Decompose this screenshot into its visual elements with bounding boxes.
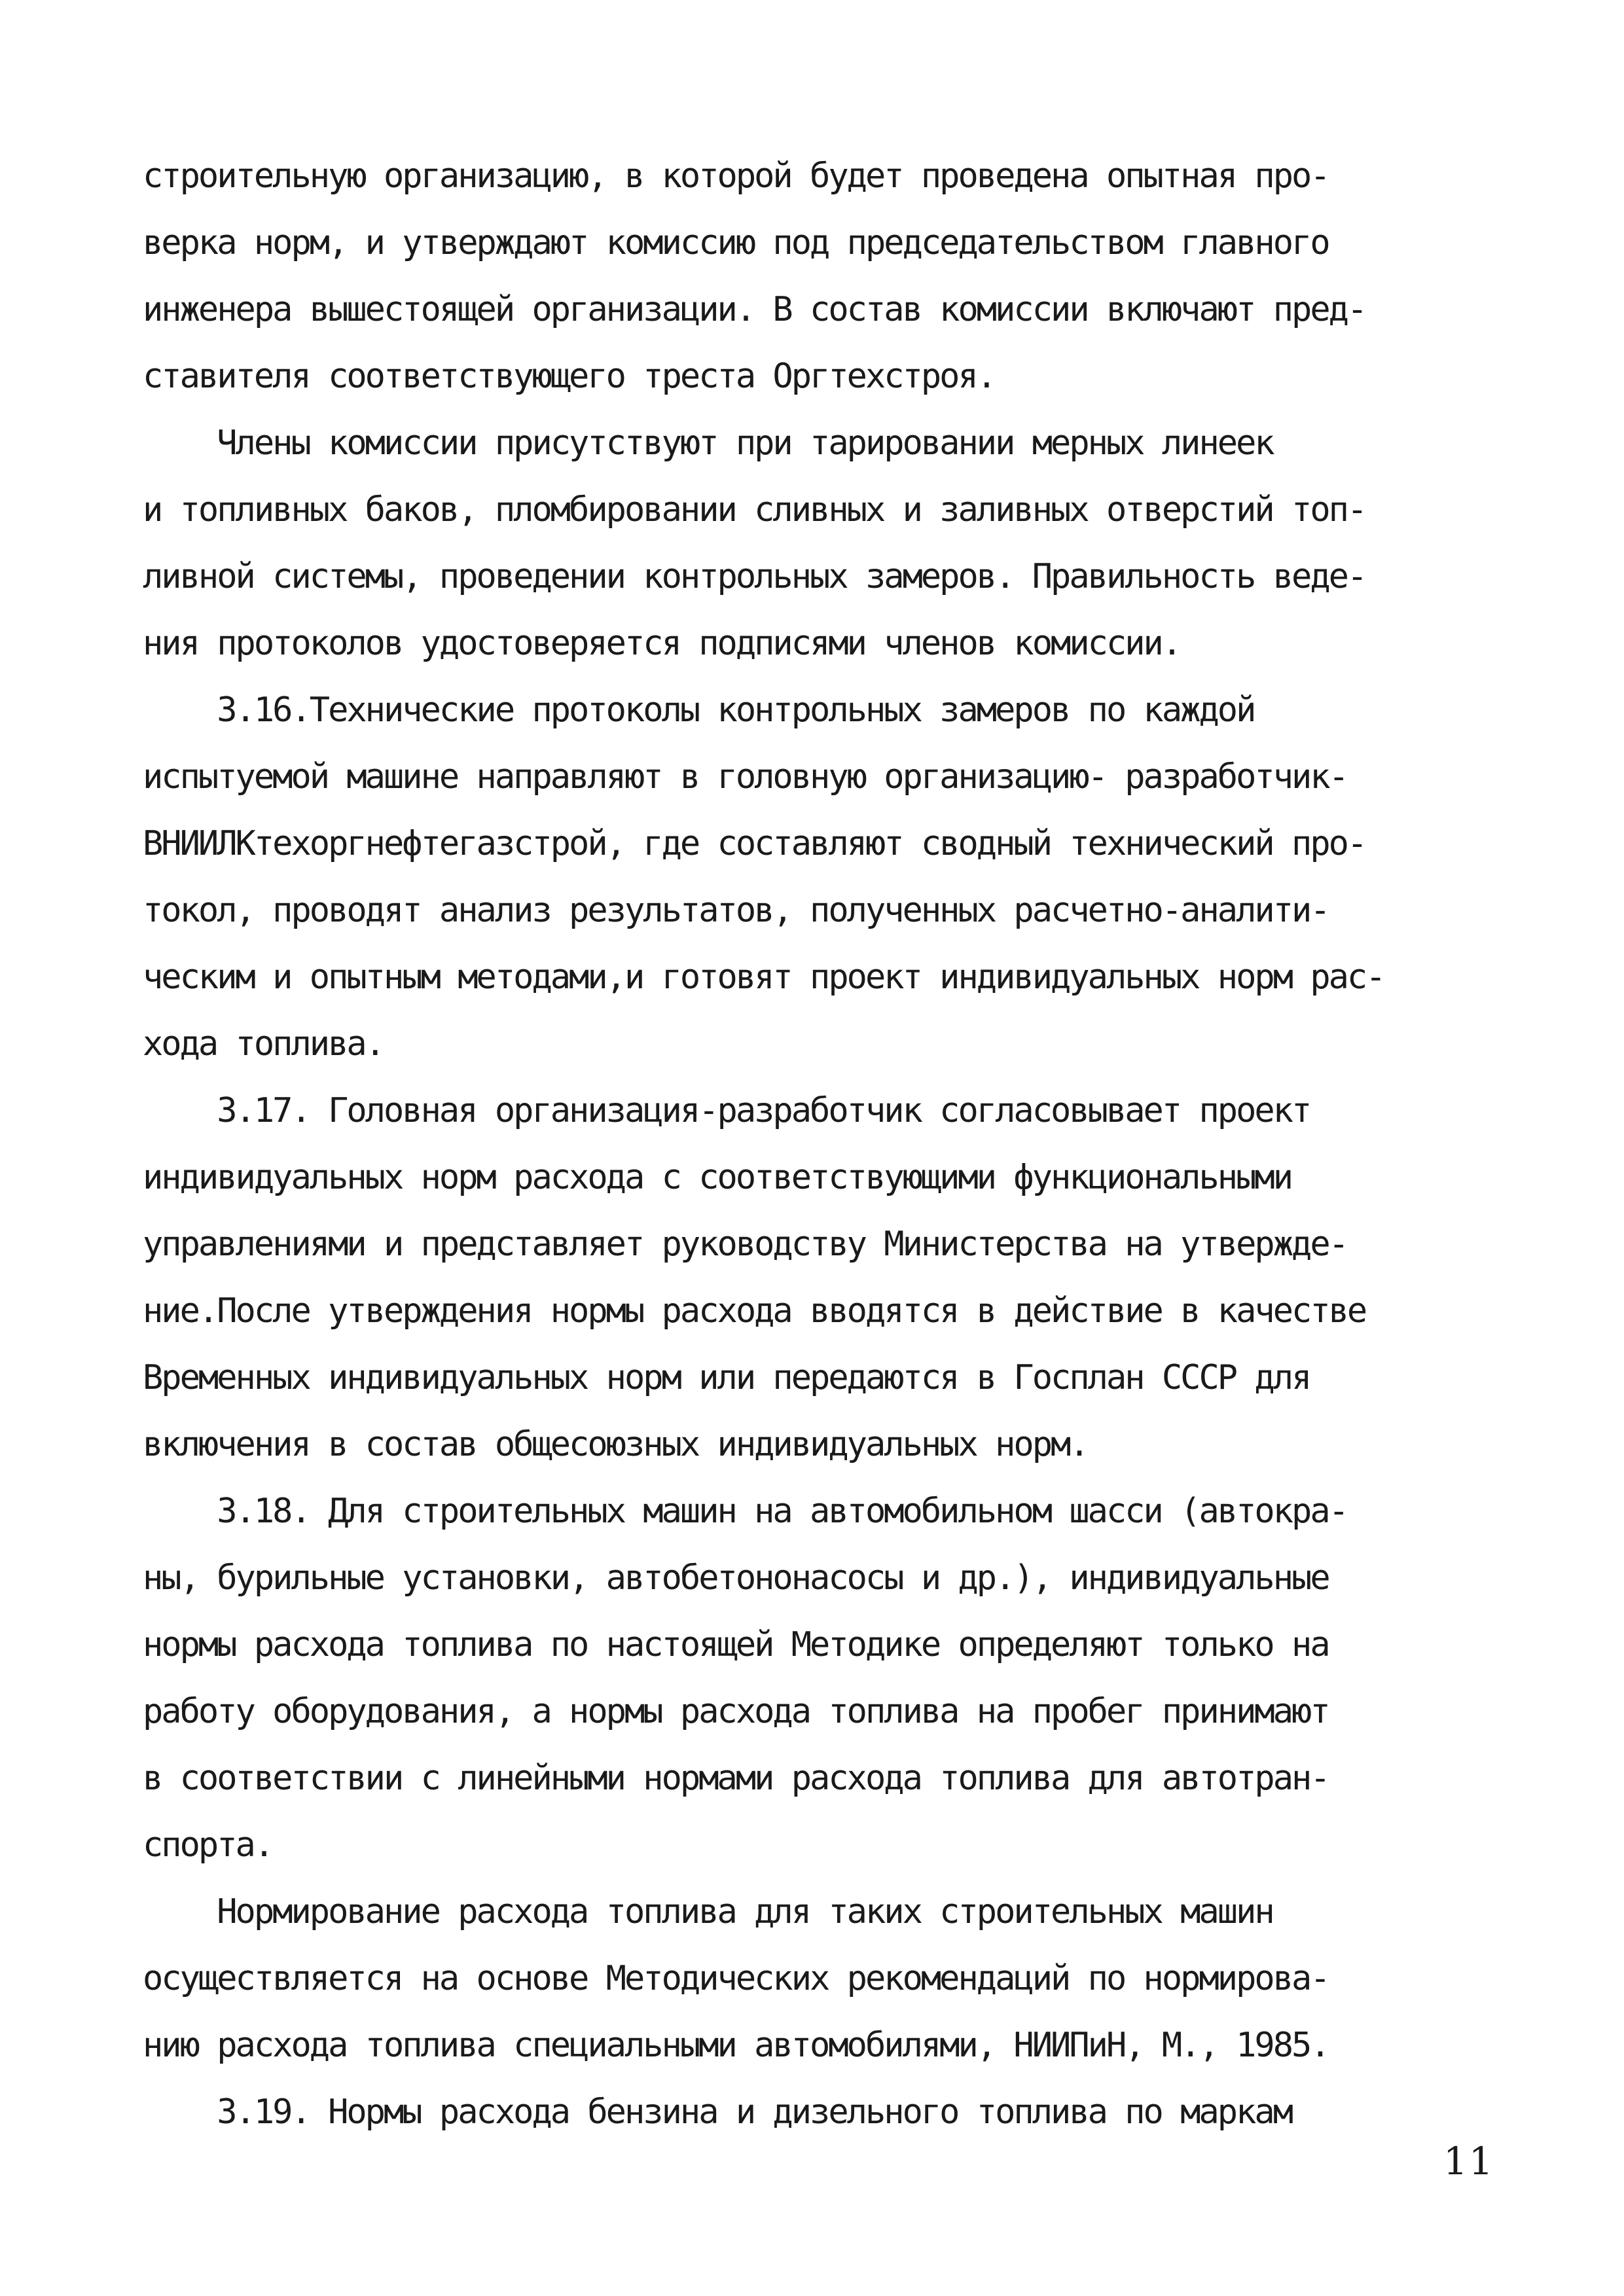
text-line: ние.После утверждения нормы расхода вводятся в действие в качестве (143, 1291, 1366, 1331)
text-line: инженера вышестоящей организации. В состав комиссии включают пред- (143, 290, 1366, 329)
text-line: 3.18. Для строительных машин на автомобильном шасси (автокра- (143, 1492, 1347, 1531)
text-line: ны, бурильные установки, автобетононасосы и др.), индивидуальные (143, 1558, 1329, 1598)
text-line: и топливных баков, пломбировании сливных и заливных отверстий топ- (143, 490, 1366, 529)
text-line: Нормирование расхода топлива для таких строительных машин (143, 1892, 1273, 1931)
text-line: 3.19. Нормы расхода бензина и дизельного топлива по маркам (143, 2092, 1292, 2132)
text-line: Члены комиссии присутствуют при тарировании мерных линеек (143, 423, 1273, 463)
text-line: спорта. (143, 1825, 273, 1865)
text-line: ливной системы, проведении контрольных замеров. Правильность веде- (143, 557, 1366, 596)
text-line: хода топлива. (143, 1024, 384, 1064)
text-line: нормы расхода топлива по настоящей Методике определяют только на (143, 1625, 1329, 1664)
text-line: осуществляется на основе Методических рекомендаций по нормирова- (143, 1959, 1329, 1998)
text-line: ния протоколов удостоверяется подписями членов комиссии. (143, 624, 1181, 663)
text-line: 3.16.Технические протоколы контрольных замеров по каждой (143, 691, 1255, 730)
text-line: ВНИИЛКтехоргнефтегазстрой, где составляют сводный технический про- (143, 824, 1366, 863)
text-line: Временных индивидуальных норм или передаются в Госплан СССР для (143, 1358, 1310, 1397)
text-line: нию расхода топлива специальными автомобилями, НИИПиН, М., 1985. (143, 2026, 1329, 2065)
text-line: строительную организацию, в которой будет проведена опытная про- (143, 156, 1329, 196)
text-line: в соответствии с линейными нормами расхода топлива для автотран- (143, 1759, 1329, 1798)
text-line: управлениями и представляет руководству Министерства на утвержде- (143, 1225, 1347, 1264)
body-text (143, 143, 1491, 2145)
page-number: 11 (1443, 2139, 1494, 2183)
text-line: испытуемой машине направляют в головную организацию- разработчик- (143, 757, 1347, 797)
text-line: 3.17. Головная организация-разработчик согласовывает проект (143, 1091, 1310, 1130)
text-line: токол, проводят анализ результатов, полученных расчетно-аналити- (143, 891, 1329, 930)
text-line: индивидуальных норм расхода с соответствующими функциональными (143, 1158, 1292, 1197)
text-line: верка норм, и утверждают комиссию под председательством главного (143, 223, 1329, 262)
text-line: ческим и опытным методами,и готовят проект индивидуальных норм рас- (143, 958, 1384, 997)
text-line: работу оборудования, а нормы расхода топлива на пробег принимают (143, 1692, 1329, 1731)
text-line: ставителя соответствующего треста Оргтехстроя. (143, 357, 996, 396)
text-line: включения в состав общесоюзных индивидуальных норм. (143, 1425, 1088, 1464)
